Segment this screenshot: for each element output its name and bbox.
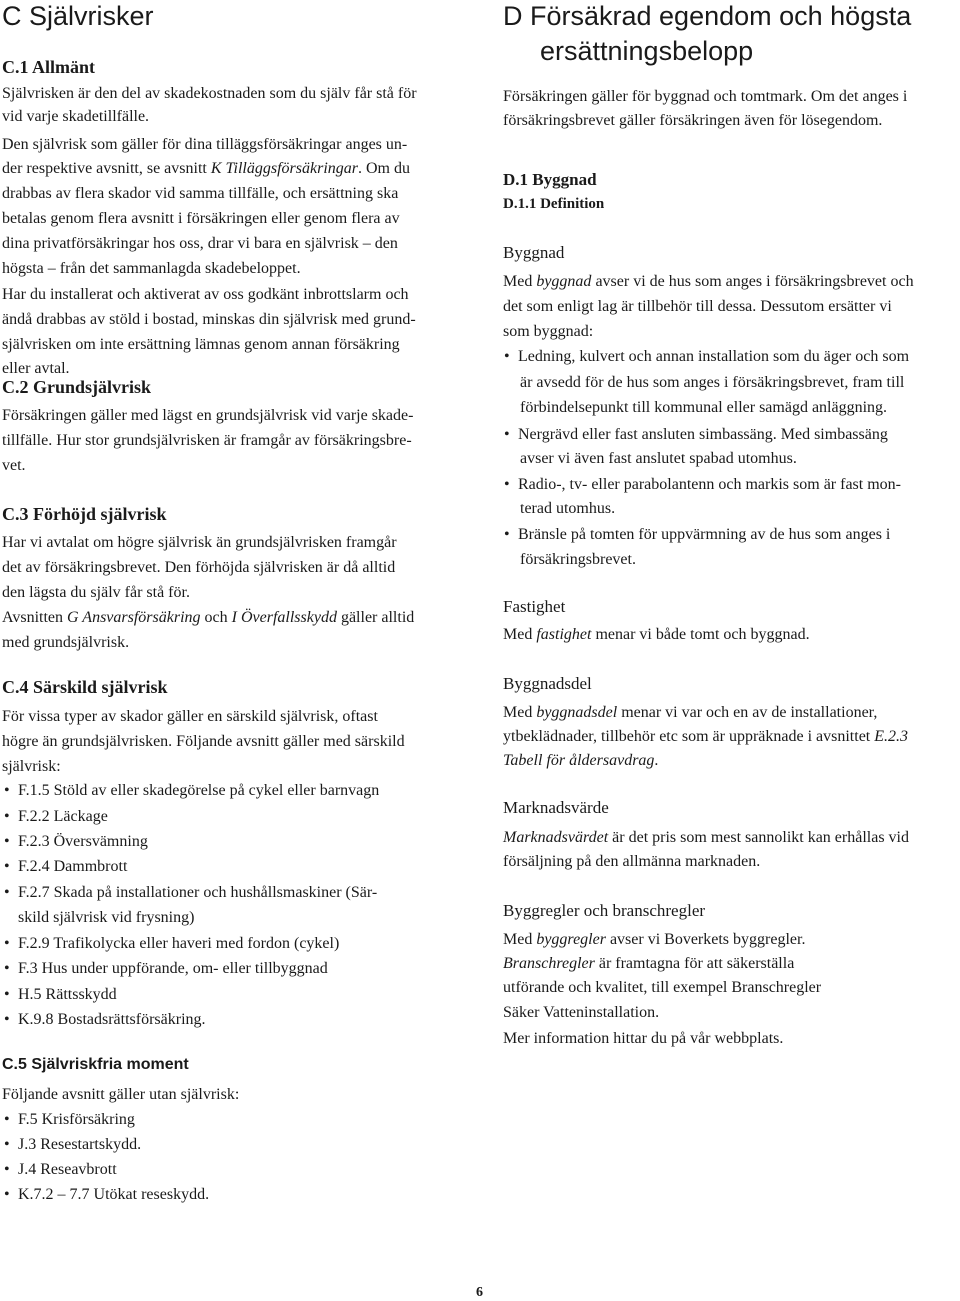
c5-list-item: • K.7.2 – 7.7 Utökat reseskydd. [18,1182,209,1208]
marknadsvarde-line-2: försäljning på den allmänna marknaden. [503,853,761,870]
c1-line-12: eller avtal. [2,360,70,377]
c4-list-item: • F.2.9 Trafikolycka eller haveri med fordon (cykel) [18,931,339,957]
fastighet-line: Med fastighet menar vi både tomt och byggnad. [503,626,810,643]
byggnad-subheading: Byggnad [503,243,565,262]
c5-list-item: • F.5 Krisförsäkring [18,1107,135,1133]
c4-list-item: • F.1.5 Stöld av eller skadegörelse på cykel eller barnvagn [18,778,379,804]
c3-line-5: med grundsjälvrisk. [2,634,130,651]
c1-line-9: Har du installerat och aktiverat av oss godkänt inbrottslarm och [2,286,409,303]
c5-intro: Följande avsnitt gäller utan självrisk: [2,1086,240,1103]
byggnad-list-item: • Radio-, tv- eller parabolantenn och markis som är fast mon- [518,472,901,498]
c3-line-4: Avsnitten G Ansvarsförsäkring och I Överfallsskydd gäller alltid [2,609,415,626]
page-number: 6 [476,1285,483,1300]
byggnad-list-item-continuation: förbindelsepunkt till kommunal eller samägd anläggning. [520,399,888,416]
c1-line-11: självrisken om inte ersättning lämnas genom annan försäkring [2,336,400,353]
byggregler-subheading: Byggregler och branschregler [503,901,706,920]
section-d-title-line-1: D Försäkrad egendom och högsta [503,1,912,31]
c1-line-3: Den självrisk som gäller för dina tilläggsförsäkringar anges un- [2,136,408,153]
c4-list-item: • F.3 Hus under uppförande, om- eller tillbyggnad [18,956,328,982]
c5-list-item: • J.3 Resestartskydd. [18,1132,141,1158]
c4-line-1: För vissa typer av skador gäller en särskild självrisk, oftast [2,708,378,725]
c5-list-item: • J.4 Reseavbrott [18,1157,117,1183]
c4-list-item: • K.9.8 Bostadsrättsförsäkring. [18,1007,206,1033]
c3-line-2: det av försäkringsbrevet. Den förhöjda självrisken är då alltid [2,559,396,576]
byggnad-list-item: • Nergrävd eller fast ansluten simbassäng. Med simbassäng [518,422,888,448]
c3-heading: C.3 Förhöjd självrisk [2,504,167,524]
byggnadsdel-line-2: ytbeklädnader, tillbehör etc som är uppräknade i avsnittet E.2.3 [503,728,909,745]
byggnad-list-item: • Ledning, kulvert och annan installation som du äger och som [518,344,909,370]
c1-line-10: ändå drabbas av stöld i bostad, minskas din självrisk med grund- [2,311,416,328]
d11-heading: D.1.1 Definition [503,196,605,212]
c4-list-item: • F.2.4 Dammbrott [18,854,127,880]
byggnadsdel-line-1: Med byggnadsdel menar vi var och en av de installationer, [503,704,878,721]
c1-line-2: vid varje skadetillfälle. [2,108,150,125]
byggregler-line-5: Mer information hittar du på vår webbplats. [503,1030,784,1047]
c4-heading: C.4 Särskild självrisk [2,677,168,697]
byggnad-list-item-continuation: avser vi även fast anslutet spabad utomhus. [520,450,797,467]
c1-heading: C.1 Allmänt [2,57,96,77]
c1-line-5: drabbas av flera skador vid samma tillfälle, och ersättning ska [2,185,399,202]
c4-list-item: • F.2.7 Skada på installationer och hushållsmaskiner (Sär- [18,880,377,906]
c5-heading: C.5 Självriskfria moment [2,1056,189,1073]
byggnad-list-item-continuation: försäkringsbrevet. [520,551,636,568]
c4-line-3: självrisk: [2,758,61,775]
byggregler-line-1: Med byggregler avser vi Boverkets byggregler. [503,931,806,948]
c2-line-2: tillfälle. Hur stor grundsjälvrisken är framgår av försäkringsbre- [2,432,412,449]
c4-list-item: • F.2.2 Läckage [18,804,108,830]
byggnadsdel-line-3: Tabell för åldersavdrag. [503,752,659,769]
c1-line-1: Självrisken är den del av skadekostnaden som du själv får stå för [2,85,417,102]
section-c-title: C Självrisker [2,1,154,31]
marknadsvarde-subheading: Marknadsvärde [503,798,609,817]
c4-list-item: • H.5 Rättsskydd [18,982,117,1008]
section-d-title-line-2: ersättningsbelopp [540,36,754,66]
c1-line-6: betalas genom flera avsnitt i försäkringen eller genom flera av [2,210,400,227]
d1-heading: D.1 Byggnad [503,170,597,189]
c1-line-4: der respektive avsnitt, se avsnitt K Tilläggsförsäkringar. Om du [2,160,410,177]
byggnad-list-item: • Bränsle på tomten för uppvärmning av de hus som anges i [518,522,890,548]
c1-line-7: dina privatförsäkringar hos oss, drar vi bara en självrisk – den [2,235,398,252]
marknadsvarde-line-1: Marknadsvärdet är det pris som mest sannolikt kan erhållas vid [503,829,909,846]
c2-heading: C.2 Grundsjälvrisk [2,377,152,397]
byggnad-line-2: det som enligt lag är tillbehör till dessa. Dessutom ersätter vi [503,298,892,315]
byggregler-line-2: Branschregler är framtagna för att säkerställa [503,955,795,972]
c4-list-item-continuation: skild självrisk vid frysning) [18,909,195,926]
byggnadsdel-subheading: Byggnadsdel [503,674,592,693]
c2-line-3: vet. [2,457,26,474]
d-intro-line-2: försäkringsbrevet gäller försäkringen även för lösegendom. [503,112,883,129]
c3-line-3: den lägsta du själv får stå för. [2,584,190,601]
byggnad-list-item-continuation: är avsedd för de hus som anges i försäkringsbrevet, fram till [520,374,905,391]
byggregler-line-4: Säker Vatteninstallation. [503,1004,660,1021]
c4-list-item: • F.2.3 Översvämning [18,829,148,855]
byggnad-line-3: som byggnad: [503,323,594,340]
c4-line-2: högre än grundsjälvrisken. Följande avsnitt gäller med särskild [2,733,405,750]
byggnad-list-item-continuation: terad utomhus. [520,500,616,517]
byggnad-line-1: Med byggnad avser vi de hus som anges i försäkringsbrevet och [503,273,914,290]
fastighet-subheading: Fastighet [503,597,566,616]
c3-line-1: Har vi avtalat om högre självrisk än grundsjälvrisken framgår [2,534,397,551]
c1-line-8: högsta – från det sammanlagda skadebeloppet. [2,260,301,277]
d-intro-line-1: Försäkringen gäller för byggnad och tomtmark. Om det anges i [503,88,908,105]
byggregler-line-3: utförande och kvalitet, till exempel Branschregler [503,979,822,996]
c2-line-1: Försäkringen gäller med lägst en grundsjälvrisk vid varje skade- [2,407,414,424]
